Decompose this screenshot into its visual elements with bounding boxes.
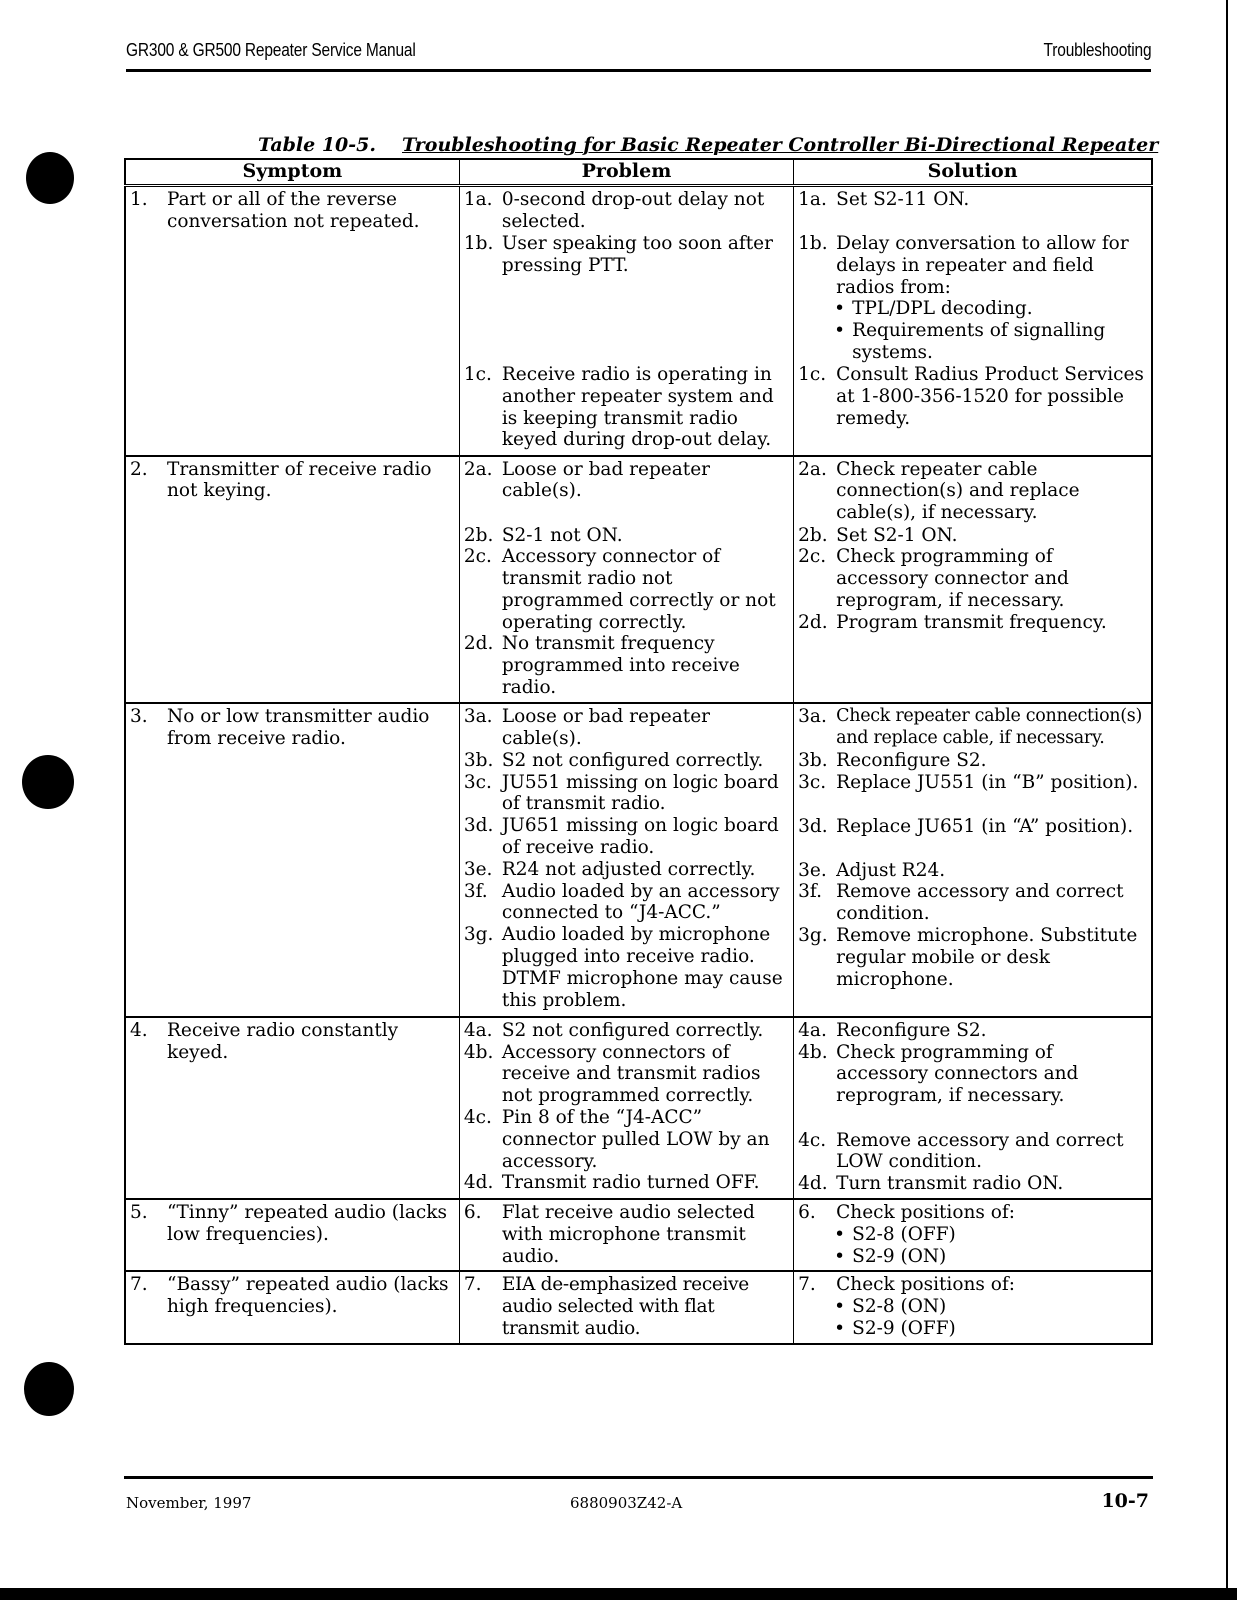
problem-id: 2c.: [463, 546, 492, 568]
footer-rule: [124, 1476, 1153, 1479]
problem-id: 2b.: [463, 524, 494, 546]
problem-id: 3a.: [463, 705, 493, 727]
problem-id: 4c.: [463, 1107, 492, 1129]
header-rule: [126, 69, 1151, 72]
solution-id: 6.: [798, 1202, 816, 1224]
solution-id: 4c.: [798, 1129, 827, 1151]
problem-text: Pin 8 of the “J4-ACC” connector pulled LOW by an accessory.: [501, 1107, 770, 1172]
problem-text: JU551 missing on logic board of transmit radio.: [501, 771, 779, 815]
symptom-number: 7.: [130, 1274, 148, 1296]
scan-bottom-band: [0, 1588, 1237, 1600]
solution-id: 3f.: [798, 881, 822, 903]
problem-text: Accessory connectors of receive and transmit radios not programmed correctly.: [501, 1041, 761, 1107]
problem-text: Audio loaded by an accessory connected to “J4-ACC.”: [501, 880, 780, 924]
solution-text: Remove accessory and correct condition.: [836, 881, 1124, 925]
binder-hole-bottom: [24, 1362, 74, 1416]
problem-id: 3e.: [463, 858, 493, 880]
manual-title: GR300 & GR500 Repeater Service Manual: [126, 40, 416, 60]
problem-id: 3d.: [463, 815, 494, 837]
problem-id: 4a.: [463, 1019, 493, 1041]
table-row: [125, 1199, 1152, 1271]
symptom-cell: [125, 1199, 459, 1271]
symptom-text: Transmitter of receive radio not keying.: [167, 458, 432, 502]
symptom-number: 2.: [130, 458, 148, 480]
binder-hole-top: [26, 152, 74, 204]
problem-text: Loose or bad repeater cable(s).: [501, 705, 711, 749]
page-number: 10-7: [1101, 1490, 1149, 1512]
problem-id: 3g.: [463, 924, 494, 946]
solution-text: Check programming of accessory connectors and reprogram, if necessary.: [836, 1041, 1079, 1107]
problem-cell: [459, 186, 793, 456]
problem-cell: [459, 1017, 793, 1199]
troubleshooting-table: [124, 158, 1153, 1345]
symptom-number: 5.: [130, 1202, 148, 1224]
bullet-icon: •: [834, 1296, 846, 1318]
column-header-symptom: Symptom: [125, 159, 459, 186]
solution-bullet: S2-9 (OFF): [852, 1318, 956, 1340]
solution-text: Consult Radius Product Services at 1-800-356-1520 for possible remedy.: [836, 364, 1144, 429]
solution-cell: [794, 1199, 1152, 1271]
solution-text: Replace JU651 (in “A” position).: [836, 815, 1134, 837]
solution-bullet: Requirements of signalling systems.: [852, 320, 1106, 363]
problem-text: R24 not adjusted correctly.: [501, 858, 756, 880]
solution-text: Replace JU551 (in “B” position).: [836, 771, 1139, 793]
table-title: Troubleshooting for Basic Repeater Controller Bi-Directional Repeater: [402, 134, 1159, 156]
solution-text: Remove microphone. Substitute regular mobile or desk microphone.: [836, 925, 1138, 991]
problem-id: 1c.: [463, 364, 492, 385]
column-header-solution: Solution: [794, 159, 1152, 186]
solution-bullet: S2-8 (OFF): [852, 1223, 956, 1245]
problem-id: 3b.: [463, 749, 494, 771]
symptom-cell: [125, 1271, 459, 1343]
solution-text: Turn transmit radio ON.: [836, 1173, 1064, 1195]
solution-text: Delay conversation to allow for delays in repeater and field radios from:: [836, 233, 1129, 298]
solution-id: 3a.: [798, 705, 827, 727]
solution-id: 1b.: [798, 233, 828, 254]
problem-id: 2a.: [463, 458, 493, 480]
symptom-text: Part or all of the reverse conversation not repeated.: [167, 189, 420, 232]
solution-text: Set S2-11 ON.: [836, 189, 970, 210]
problem-text: Flat receive audio selected with microphone transmit audio.: [501, 1202, 755, 1267]
solution-id: 4b.: [798, 1041, 828, 1063]
solution-text: Check programming of accessory connector and reprogram, if necessary.: [836, 546, 1069, 611]
solution-id: 3d.: [798, 815, 828, 837]
solution-cell: [794, 456, 1152, 703]
solution-id: 4a.: [798, 1019, 827, 1041]
bullet-icon: •: [834, 1245, 846, 1267]
bullet-icon: •: [834, 1318, 846, 1340]
problem-text: S2-1 not ON.: [501, 524, 623, 546]
problem-cell: [459, 1199, 793, 1271]
table-header-row: [125, 159, 1152, 186]
problem-text: Accessory connector of transmit radio not programmed correctly or not operating correctly.: [501, 546, 776, 633]
table-row: [125, 1271, 1152, 1343]
table-row: [125, 703, 1152, 1017]
solution-bullet: TPL/DPL decoding.: [852, 298, 1033, 320]
bullet-icon: •: [834, 1223, 846, 1245]
bullet-icon: •: [834, 298, 846, 320]
solution-id: 3c.: [798, 771, 827, 793]
solution-id: 1c.: [798, 364, 827, 386]
table-row: [125, 1017, 1152, 1199]
symptom-cell: [125, 703, 459, 1017]
footer-date: November, 1997: [126, 1494, 252, 1512]
solution-id: 2c.: [798, 546, 827, 568]
symptom-cell: [125, 456, 459, 703]
solution-text: Adjust R24.: [836, 859, 946, 881]
solution-text: Check repeater cable connection(s) and replace cable(s), if necessary.: [836, 458, 1080, 524]
solution-id: 3g.: [798, 925, 828, 947]
problem-text: Transmit radio turned OFF.: [501, 1172, 760, 1194]
table-caption: [258, 134, 1158, 156]
solution-text: Check positions of:: [836, 1274, 1015, 1296]
solution-text: Reconfigure S2.: [836, 1019, 987, 1041]
problem-cell: [459, 703, 793, 1017]
problem-text: Loose or bad repeater cable(s).: [501, 458, 711, 502]
bullet-icon: •: [834, 320, 846, 342]
solution-cell: [794, 703, 1152, 1017]
solution-id: 1a.: [798, 189, 827, 210]
symptom-number: 4.: [130, 1019, 148, 1041]
page-edge-rule: [1226, 0, 1228, 1588]
problem-cell: [459, 1271, 793, 1343]
binder-hole-middle: [22, 755, 74, 809]
problem-id: 3f.: [463, 880, 488, 902]
problem-text: EIA de-emphasized receive audio selected with flat transmit audio.: [501, 1274, 749, 1340]
table-row: [125, 456, 1152, 703]
solution-id: 2a.: [798, 458, 827, 480]
solution-text: Check positions of:: [836, 1202, 1015, 1224]
solution-text: Reconfigure S2.: [836, 749, 987, 771]
solution-text: Check repeater cable connection(s) and replace cable, if necessary.: [836, 705, 1143, 748]
solution-id: 3e.: [798, 859, 827, 881]
solution-text: Remove accessory and correct LOW condition.: [836, 1129, 1124, 1173]
symptom-number: 1.: [130, 189, 148, 210]
symptom-text: No or low transmitter audio from receive radio.: [167, 705, 430, 749]
problem-id: 4b.: [463, 1041, 494, 1063]
problem-id: 7.: [463, 1274, 482, 1296]
problem-cell: [459, 456, 793, 703]
problem-text: Audio loaded by microphone plugged into receive radio. DTMF microphone may cause this problem.: [501, 924, 783, 1011]
symptom-text: “Tinny” repeated audio (lacks low frequencies).: [167, 1202, 448, 1245]
problem-text: S2 not configured correctly.: [501, 1019, 764, 1041]
solution-text: Program transmit frequency.: [836, 611, 1107, 633]
solution-id: 4d.: [798, 1173, 828, 1195]
solution-id: 7.: [798, 1274, 816, 1296]
solution-bullet: S2-9 (ON): [852, 1245, 947, 1267]
problem-text: S2 not configured correctly.: [501, 749, 764, 771]
solution-text: Set S2-1 ON.: [836, 524, 958, 546]
solution-id: 2b.: [798, 524, 828, 546]
symptom-cell: [125, 186, 459, 456]
symptom-text: Receive radio constantly keyed.: [167, 1019, 399, 1063]
table-label: Table 10-5.: [258, 134, 376, 156]
problem-text: JU651 missing on logic board of receive radio.: [501, 815, 779, 859]
problem-id: 6.: [463, 1202, 482, 1224]
table-row: [125, 186, 1152, 456]
problem-text: User speaking too soon after pressing PTT.: [501, 233, 773, 276]
solution-bullet: S2-8 (ON): [852, 1296, 947, 1318]
section-title: Troubleshooting: [1043, 40, 1151, 60]
column-header-problem: Problem: [459, 159, 793, 186]
problem-id: 3c.: [463, 771, 492, 793]
solution-cell: [794, 1271, 1152, 1343]
problem-id: 4d.: [463, 1172, 494, 1194]
symptom-number: 3.: [130, 705, 148, 727]
solution-cell: [794, 1017, 1152, 1199]
problem-id: 1b.: [463, 233, 494, 254]
problem-text: Receive radio is operating in another repeater system and is keeping transmit radio keyed during drop-out delay.: [501, 364, 774, 451]
problem-text: No transmit frequency programmed into receive radio.: [501, 633, 740, 699]
symptom-cell: [125, 1017, 459, 1199]
footer-doc-number: 6880903Z42-A: [570, 1494, 683, 1512]
problem-text: 0-second drop-out delay not selected.: [501, 189, 765, 232]
symptom-text: “Bassy” repeated audio (lacks high frequencies).: [167, 1274, 449, 1318]
problem-id: 1a.: [463, 189, 493, 210]
solution-id: 3b.: [798, 749, 828, 771]
solution-id: 2d.: [798, 611, 828, 633]
solution-cell: [794, 186, 1152, 456]
problem-id: 2d.: [463, 633, 494, 655]
